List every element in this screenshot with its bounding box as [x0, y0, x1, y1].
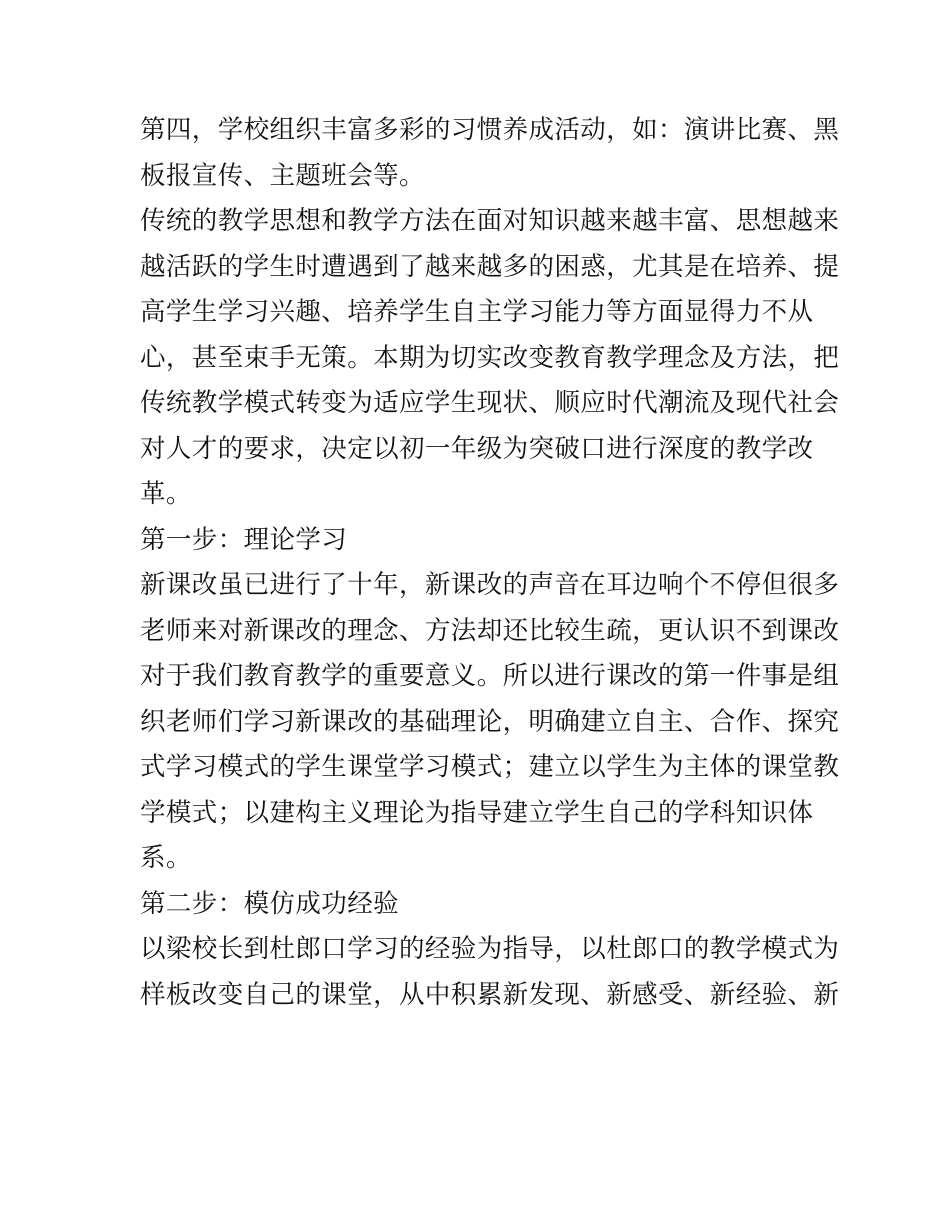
text-line: 第四，学校组织丰富多彩的习惯养成活动，如：演讲比赛、黑	[140, 115, 840, 145]
text-line: 对于我们教育教学的重要意义。所以进行课改的第一件事是组	[140, 661, 840, 691]
text-line: 传统的教学思想和教学方法在面对知识越来越丰富、思想越来	[140, 206, 840, 236]
text-line: 老师来对新课改的理念、方法却还比较生疏，更认识不到课改	[140, 615, 840, 646]
text-line: 织老师们学习新课改的基础理论，明确建立自主、合作、探究	[140, 706, 840, 737]
text-line: 新课改虽已进行了十年，新课改的声音在耳边响个不停但很多	[140, 570, 840, 600]
text-line: 越活跃的学生时遭遇到了越来越多的困惑，尤其是在培养、提	[140, 251, 840, 282]
text-line: 高学生学习兴趣、培养学生自主学习能力等方面显得力不从	[140, 297, 814, 327]
text-line: 革。	[140, 479, 192, 509]
text-line: 以梁校长到杜郎口学习的经验为指导，以杜郎口的教学模式为	[140, 934, 840, 964]
text-line: 学模式；以建构主义理论为指导建立学生自己的学科知识体	[140, 797, 814, 828]
text-line: 对人才的要求，决定以初一年级为突破口进行深度的教学改	[140, 433, 814, 464]
text-line: 心，甚至束手无策。本期为切实改变教育教学理念及方法，把	[140, 342, 840, 373]
document-body	[140, 108, 840, 1018]
text-line: 样板改变自己的课堂，从中积累新发现、新感受、新经验、新	[140, 979, 840, 1010]
text-line: 传统教学模式转变为适应学生现状、顺应时代潮流及现代社会	[140, 388, 840, 418]
section-heading: 第一步：理论学习	[140, 524, 348, 555]
text-line: 板报宣传、主题班会等。	[140, 160, 425, 191]
section-heading: 第二步：模仿成功经验	[140, 888, 400, 919]
text-line: 式学习模式的学生课堂学习模式；建立以学生为主体的课堂教	[140, 752, 840, 782]
text-line: 系。	[140, 843, 192, 873]
